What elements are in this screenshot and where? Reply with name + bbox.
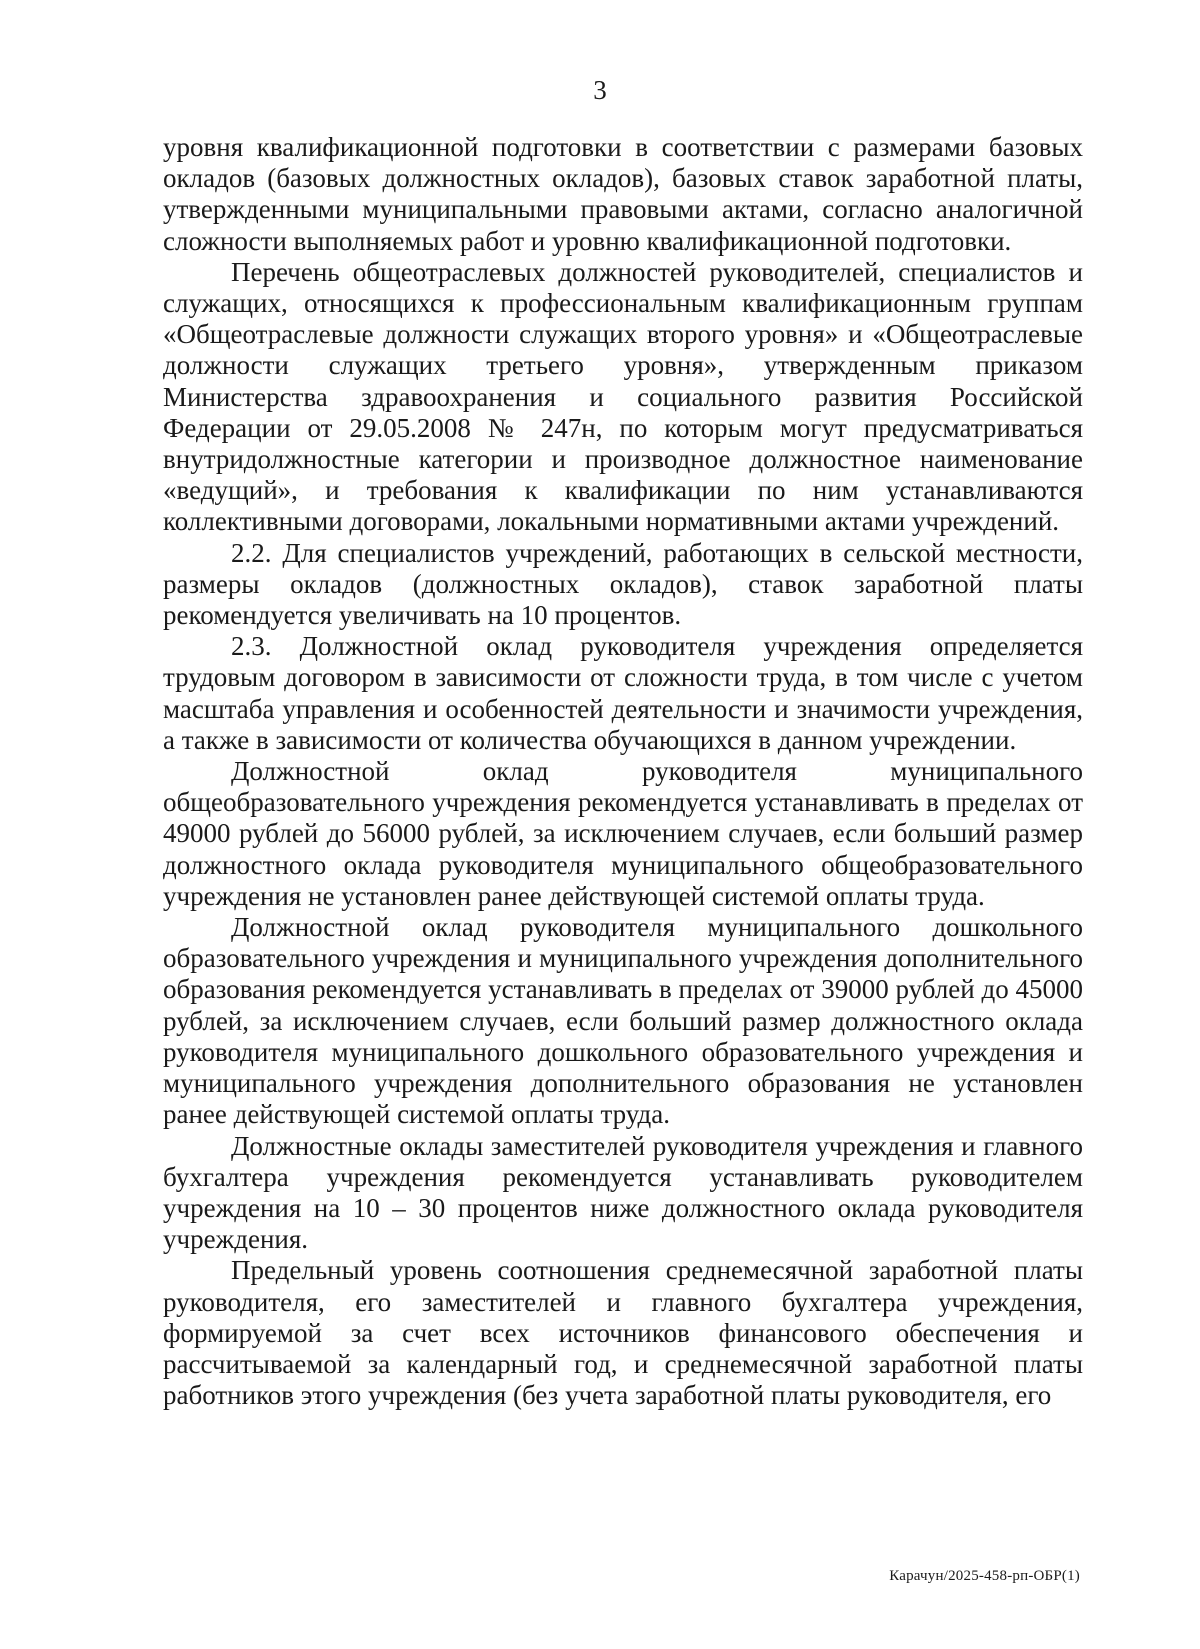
paragraph-general-school-head-salary: Должностной оклад руководителя муниципального общеобразовательного учреждения рекомендуется устанавливать в пределах от 49000 рублей до 56000 рублей, за исключением случаев, если больший размер должностного оклада руководителя муниципального общеобразовательного учреждения не установлен ранее действующей системой оплаты труда. [163,756,1083,911]
document-code-footer: Карачун/2025-458-рп-ОБР(1) [889,1568,1080,1584]
paragraph-salary-ratio: Предельный уровень соотношения среднемесячной заработной платы руководителя, его заместителей и главного бухгалтера учреждения, формируемой за счет всех источников финансового обеспечения и рассчитываемой за календарный год, и среднемесячной заработной платы работников этого учреждения (без учета заработной платы руководителя, его [163,1255,1083,1411]
paragraph-preschool-head-salary: Должностной оклад руководителя муниципального дошкольного образовательного учреждения и муниципального учреждения дополнительного образования рекомендуется устанавливать в пределах от 39000 рублей до 45000 рублей, за исключением случаев, если больший размер должностного оклада руководителя муниципального дошкольного образовательного учреждения и муниципального учреждения дополнительного образования не установлен ранее действующей системой оплаты труда. [163,912,1083,1130]
paragraph-continuation: уровня квалификационной подготовки в соответствии с размерами базовых окладов (базовых должностных окладов), базовых ставок заработной платы, утвержденными муниципальными правовыми актами, согласно аналогичной сложности выполняемых работ и уровню квалификационной подготовки. [163,132,1083,256]
paragraph-positions-list: Перечень общеотраслевых должностей руководителей, специалистов и служащих, относящихся к профессиональным квалификационным группам «Общеотраслевые должности служащих второго уровня» и «Общеотраслевые должности служащих третьего уровня», утвержденным приказом Министерства здравоохранения и социального развития Российской Федерации от 29.05.2008 № 247н, по которым могут предусматриваться внутридолжностные категории и производное должностное наименование «ведущий», и требования к квалификации по ним устанавливаются коллективными договорами, локальными нормативными актами учреждений. [163,256,1083,537]
document-body [163,132,1083,1411]
paragraph-deputy-salaries: Должностные оклады заместителей руководителя учреждения и главного бухгалтера учреждения рекомендуется устанавливать руководителем учреждения на 10 – 30 процентов ниже должностного оклада руководителя учреждения. [163,1130,1083,1255]
paragraph-2-3: 2.3. Должностной оклад руководителя учреждения определяется трудовым договором в зависимости от сложности труда, в том числе с учетом масштаба управления и особенностей деятельности и значимости учреждения, а также в зависимости от количества обучающихся в данном учреждении. [163,631,1083,755]
paragraph-2-2: 2.2. Для специалистов учреждений, работающих в сельской местности, размеры окладов (должностных окладов), ставок заработной платы рекомендуется увеличивать на 10 процентов. [163,537,1083,631]
page-number: 3 [593,75,607,105]
